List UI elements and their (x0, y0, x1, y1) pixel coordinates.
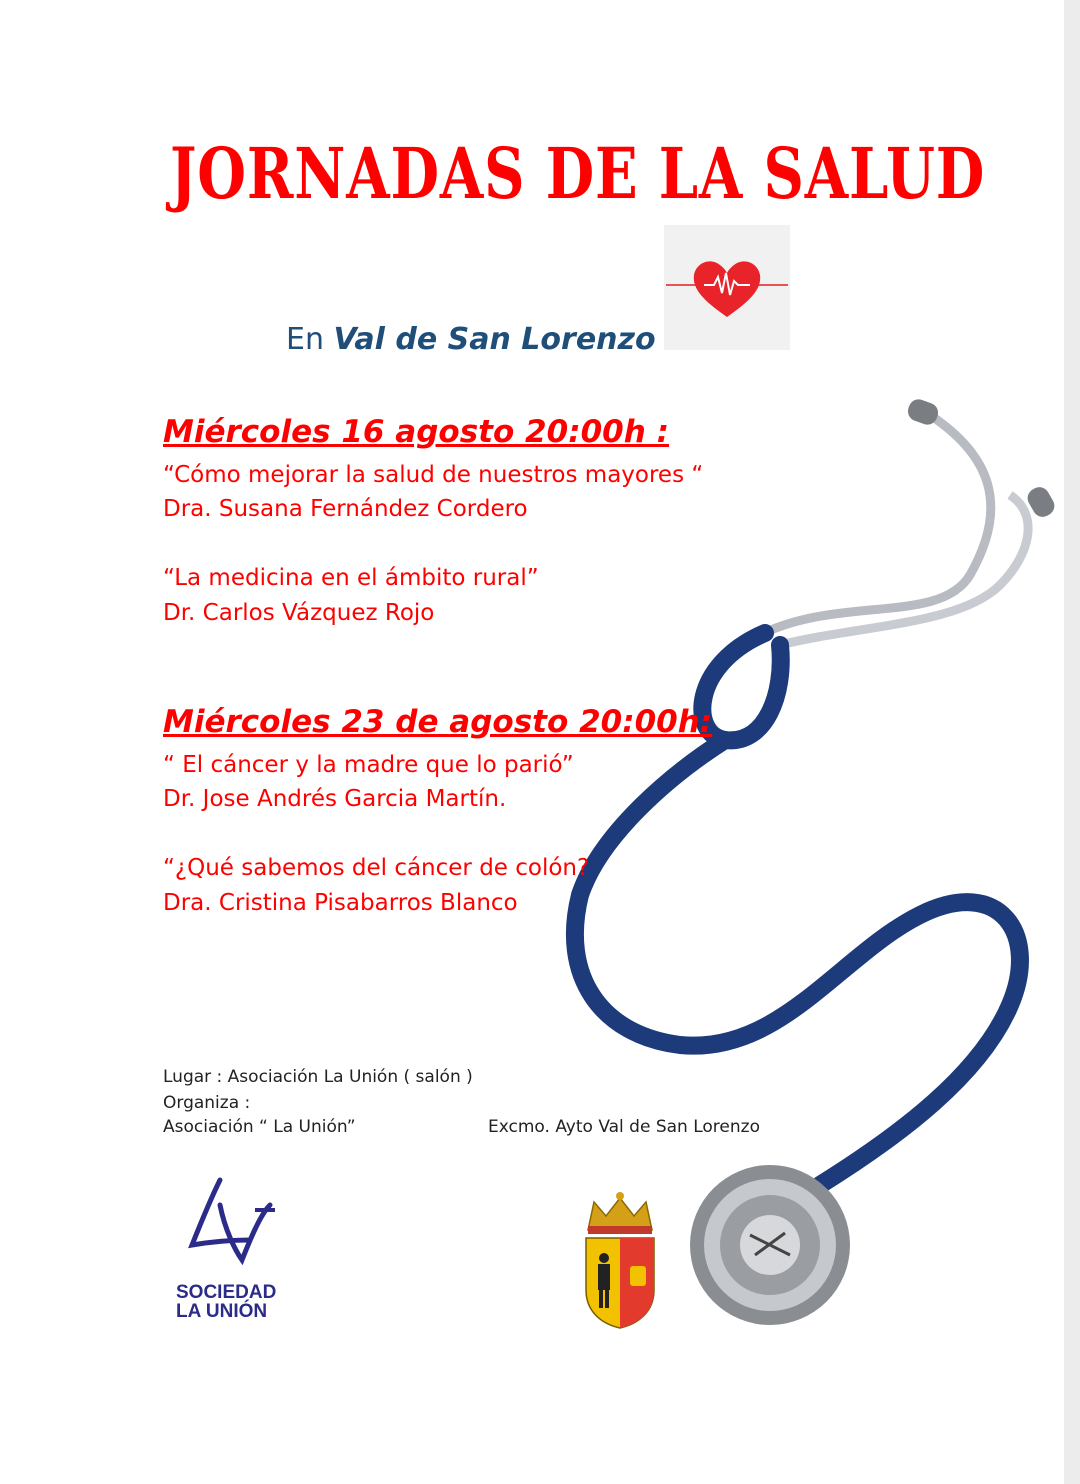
poster-title: JORNADAS DE LA SALUD (170, 132, 986, 215)
organizer-town-hall: Excmo. Ayto Val de San Lorenzo (488, 1117, 760, 1137)
organizer-association: Asociación “ La Unión” (163, 1117, 356, 1137)
event-place: Lugar : Asociación La Unión ( salón ) (163, 1067, 473, 1087)
session2-talk1-speaker: Dr. Jose Andrés Garcia Martín. (163, 786, 507, 812)
event-location (286, 322, 656, 357)
page-edge (1064, 0, 1080, 1484)
session1-date: Miércoles 16 agosto 20:00h : (163, 414, 669, 450)
la-union-monogram-logo (180, 1170, 290, 1270)
subtitle-prefix: En (286, 322, 324, 357)
session2-date: Miércoles 23 de agosto 20:00h: (163, 704, 713, 740)
society-name-line1: SOCIEDAD (176, 1282, 277, 1303)
heart-pulse-icon (664, 225, 790, 350)
session2-talk2-title: “¿Qué sabemos del cáncer de colón? (163, 855, 590, 881)
session1-talk2-title: “La medicina en el ámbito rural” (163, 565, 539, 591)
session2-talk1-title: “ El cáncer y la madre que lo parió” (163, 752, 574, 778)
subtitle-place: Val de San Lorenzo (333, 322, 656, 357)
town-coat-of-arms (580, 1190, 660, 1330)
session1-talk1-speaker: Dra. Susana Fernández Cordero (163, 496, 528, 522)
organizer-label: Organiza : (163, 1093, 251, 1113)
session2-talk2-speaker: Dra. Cristina Pisabarros Blanco (163, 890, 518, 916)
society-name-line2: LA UNIÓN (176, 1301, 268, 1322)
session1-talk1-title: “Cómo mejorar la salud de nuestros mayores “ (163, 462, 704, 488)
session1-talk2-speaker: Dr. Carlos Vázquez Rojo (163, 600, 435, 626)
